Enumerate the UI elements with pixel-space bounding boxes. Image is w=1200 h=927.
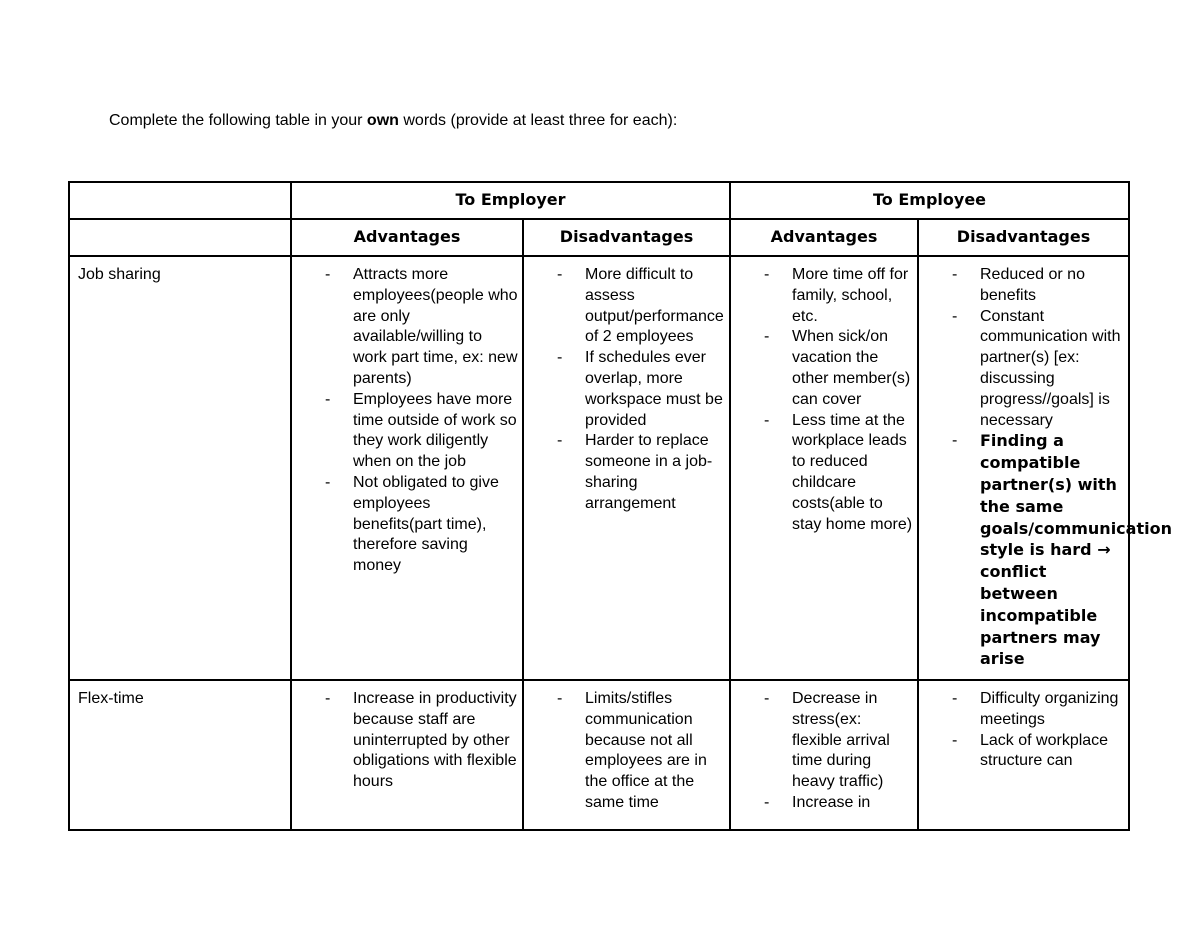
list-item-text: Harder to replace someone in a job-sharing arrangement xyxy=(585,432,713,512)
instruction-before: Complete the following table in your xyxy=(109,112,367,129)
list-item-text: Increase in productivity because staff are uninterrupted by other obligations with flexible hours xyxy=(353,690,517,791)
list-item xyxy=(557,689,725,814)
list-item xyxy=(764,327,913,410)
dash-bullet: - xyxy=(764,690,770,707)
list-item-text: If schedules ever overlap, more workspace must be provided xyxy=(585,349,723,429)
dash-bullet: - xyxy=(557,432,563,450)
bullet-list xyxy=(764,265,913,535)
instruction-text xyxy=(109,111,677,131)
comparison-table xyxy=(68,181,1172,831)
row-label-job-sharing: Job sharing xyxy=(69,256,291,680)
header-to-employer: To Employer xyxy=(291,182,730,219)
instruction-bold-word: own xyxy=(366,112,399,129)
dash-bullet: - xyxy=(325,473,331,491)
bullet-list xyxy=(557,689,725,814)
list-item-text: Employees have more time outside of work so they work diligently when on the job xyxy=(353,390,517,471)
dash-bullet: - xyxy=(952,731,958,749)
cell-job-sharing-employer-advantages xyxy=(291,256,523,680)
dash-bullet: - xyxy=(557,690,563,707)
instruction-after: words (provide at least three for each): xyxy=(398,112,678,129)
list-item xyxy=(325,689,518,793)
list-item xyxy=(764,793,913,814)
list-item xyxy=(952,265,1124,307)
list-item xyxy=(557,431,725,514)
list-item-text: Attracts more employees(people who are only available/willing to work part time, ex: new parents) xyxy=(353,266,518,387)
list-item-text: Limits/stifles communication because not all employees are in the office at the same time xyxy=(585,690,707,811)
dash-bullet: - xyxy=(325,266,331,283)
cell-flex-time-employee-disadvantages xyxy=(918,680,1129,830)
list-item-text: More difficult to assess output/performance of 2 employees xyxy=(585,266,724,346)
header-to-employee: To Employee xyxy=(730,182,1129,219)
list-item xyxy=(325,265,518,390)
bullet-list xyxy=(764,689,913,814)
list-item xyxy=(764,689,913,793)
bullet-list xyxy=(952,689,1124,772)
header-employer-advantages: Advantages xyxy=(291,219,523,256)
dash-bullet: - xyxy=(952,307,958,325)
cell-job-sharing-employee-advantages xyxy=(730,256,918,680)
list-item-text: Less time at the workplace leads to reduced childcare costs(able to stay home more) xyxy=(792,411,913,533)
sub-header-row xyxy=(69,219,1129,256)
list-item xyxy=(764,265,913,327)
bullet-list xyxy=(557,265,725,515)
cell-job-sharing-employee-disadvantages xyxy=(918,256,1172,680)
list-item xyxy=(952,431,1172,671)
dash-bullet: - xyxy=(325,690,331,707)
list-item xyxy=(557,265,725,348)
list-item-text: Constant communication with partner(s) [ex: discussing progress//goals] is necessary xyxy=(980,307,1121,429)
list-item xyxy=(764,411,913,536)
group-header-row xyxy=(69,182,1129,219)
dash-bullet: - xyxy=(952,432,958,450)
list-item-text: Decrease in stress(ex: flexible arrival time during heavy traffic) xyxy=(792,690,890,791)
bullet-list xyxy=(325,689,518,793)
table-row xyxy=(69,256,1129,680)
dash-bullet: - xyxy=(764,328,770,346)
cell-flex-time-employer-advantages xyxy=(291,680,523,830)
table-row xyxy=(69,680,1129,830)
dash-bullet: - xyxy=(325,390,331,408)
list-item-text: Difficulty organizing meetings xyxy=(980,690,1119,728)
list-item xyxy=(952,731,1124,773)
list-item-text: When sick/on vacation the other member(s) can cover xyxy=(792,328,911,408)
dash-bullet: - xyxy=(557,266,563,283)
bullet-list xyxy=(325,265,518,577)
dash-bullet: - xyxy=(764,793,770,811)
cell-job-sharing-employer-disadvantages xyxy=(523,256,730,680)
sub-corner-cell xyxy=(69,219,291,256)
bullet-list xyxy=(952,265,1172,671)
list-item xyxy=(325,390,518,473)
dash-bullet: - xyxy=(764,266,770,283)
corner-cell xyxy=(69,182,291,219)
cell-flex-time-employee-advantages xyxy=(730,680,918,830)
list-item-text: Increase in xyxy=(792,793,871,811)
dash-bullet: - xyxy=(952,266,958,283)
header-employee-advantages: Advantages xyxy=(730,219,918,256)
list-item-text: Lack of workplace structure can xyxy=(980,731,1109,770)
row-label-flex-time: Flex-time xyxy=(69,680,291,830)
header-employee-disadvantages: Disadvantages xyxy=(918,219,1129,256)
list-item xyxy=(325,473,518,577)
list-item xyxy=(557,348,725,431)
cell-flex-time-employer-disadvantages xyxy=(523,680,730,830)
list-item-text: More time off for family, school, etc. xyxy=(792,266,909,325)
list-item-text: Not obligated to give employees benefits(part time), therefore saving money xyxy=(353,473,499,575)
list-item-text: Reduced or no benefits xyxy=(980,266,1085,304)
dash-bullet: - xyxy=(764,411,770,429)
list-item xyxy=(952,307,1124,432)
list-item xyxy=(952,689,1124,731)
dash-bullet: - xyxy=(952,690,958,707)
list-item-text: Finding a compatible partner(s) with the same goals/communication style is hard → conflict between incompatible partners may arise xyxy=(980,431,1172,669)
header-employer-disadvantages: Disadvantages xyxy=(523,219,730,256)
dash-bullet: - xyxy=(557,349,563,367)
